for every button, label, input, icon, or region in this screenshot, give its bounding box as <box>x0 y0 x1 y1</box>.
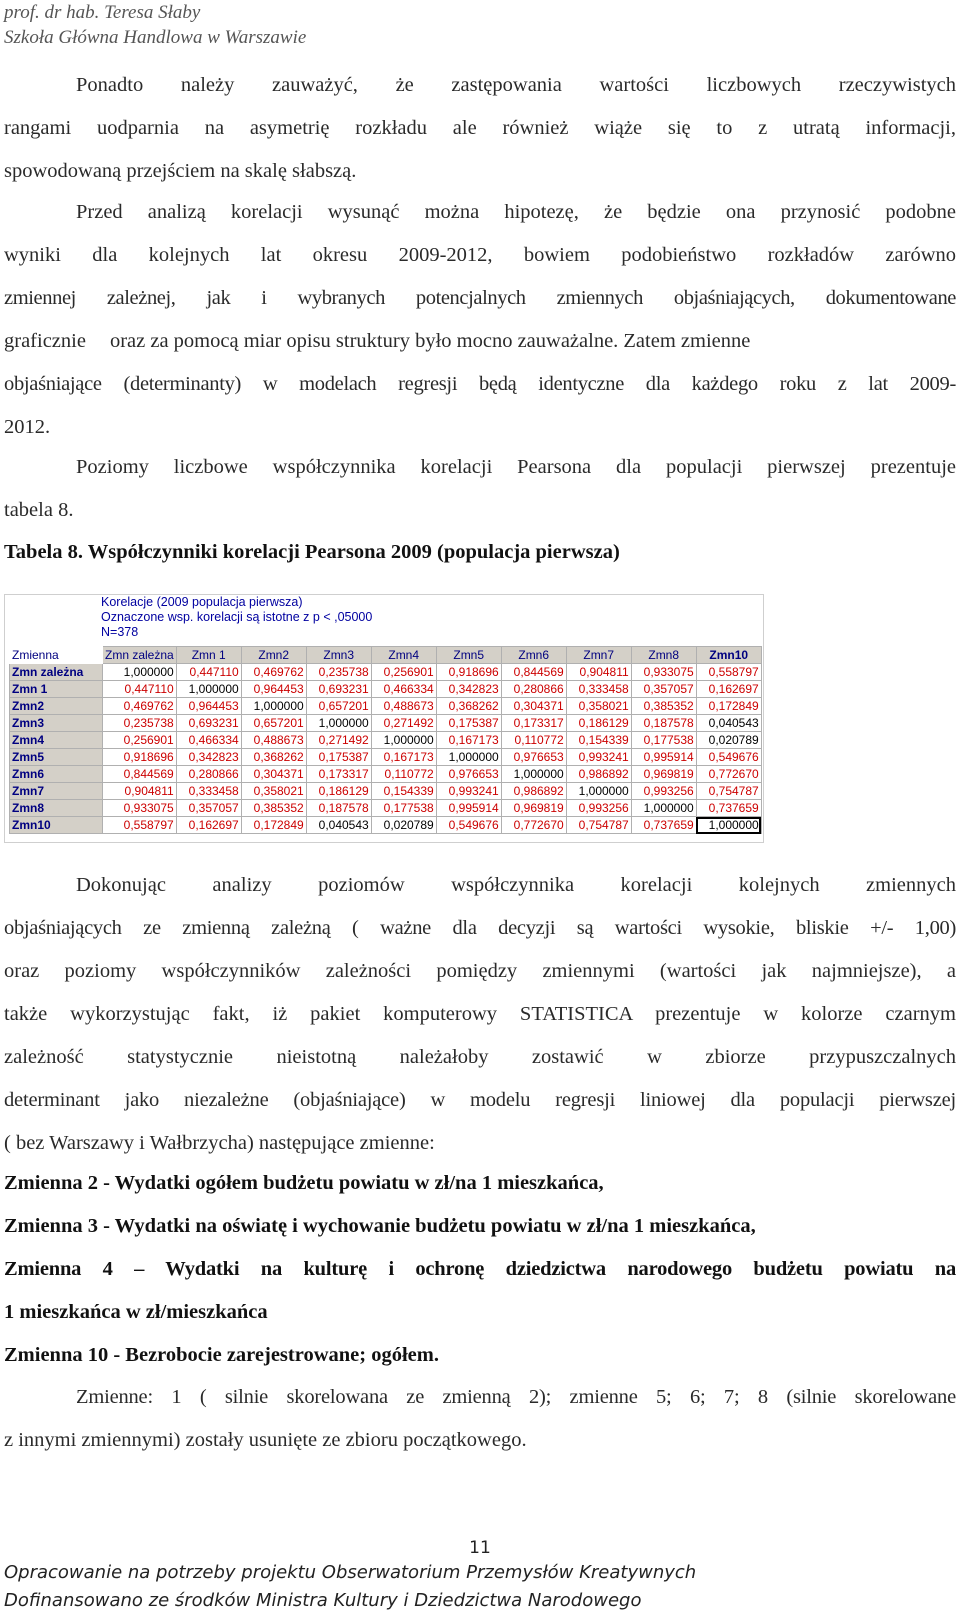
correlation-cell[interactable]: 0,993256 <box>566 800 631 817</box>
correlation-cell[interactable]: 1,000000 <box>176 681 241 698</box>
correlation-cell[interactable]: 0,040543 <box>306 817 371 834</box>
column-header[interactable]: Zmn6 <box>501 647 566 664</box>
correlation-cell[interactable]: 0,385352 <box>241 800 306 817</box>
column-header[interactable]: Zmn4 <box>371 647 436 664</box>
variable-4-line-2: 1 mieszkańca w zł/mieszkańca <box>4 1301 268 1323</box>
page-number: 11 <box>469 1538 491 1558</box>
paragraph-1-line-2: rangami uodparnia na asymetrię rozkładu ale również wiąże się to z utratą informacji, <box>4 117 956 139</box>
row-header[interactable]: Zmn7 <box>10 783 103 800</box>
table-row <box>10 783 762 800</box>
correlation-cell[interactable]: 0,304371 <box>501 698 566 715</box>
correlation-cell[interactable]: 0,976653 <box>501 749 566 766</box>
correlation-cell[interactable]: 0,995914 <box>436 800 501 817</box>
correlation-cell[interactable]: 0,754787 <box>566 817 631 834</box>
correlation-cell[interactable]: 0,488673 <box>241 732 306 749</box>
correlation-cell[interactable]: 0,304371 <box>241 766 306 783</box>
paragraph-2-line-4-end: oraz za pomocą miar opisu struktury było mocno zauważalne. Zatem zmienne <box>109 330 751 352</box>
paragraph-5 <box>4 1376 956 1462</box>
correlation-cell[interactable]: 0,488673 <box>371 698 436 715</box>
correlation-cell[interactable]: 1,000000 <box>371 732 436 749</box>
correlation-cell[interactable]: 0,693231 <box>176 715 241 732</box>
footer-line-2: Dofinansowano ze środków Ministra Kultury i Dziedzictwa Narodowego <box>4 1590 642 1611</box>
paragraph-3-line-2: tabela 8. <box>4 499 74 521</box>
paragraph-3-line-1: Poziomy liczbowe współczynnika korelacji Pearsona dla populacji pierwszej prezentuje <box>76 456 956 478</box>
row-header[interactable]: Zmn3 <box>10 715 103 732</box>
correlation-cell[interactable]: 0,986892 <box>566 766 631 783</box>
correlation-cell[interactable]: 1,000000 <box>631 800 696 817</box>
correlation-cell[interactable]: 0,187578 <box>306 800 371 817</box>
table-row <box>10 817 762 834</box>
correlation-cell[interactable]: 0,358021 <box>241 783 306 800</box>
correlation-cell[interactable]: 0,986892 <box>501 783 566 800</box>
paragraph-2 <box>4 191 956 449</box>
variable-3: Zmienna 3 - Wydatki na oświatę i wychowanie budżetu powiatu w zł/na 1 mieszkańca, <box>4 1215 756 1237</box>
correlation-cell[interactable]: 0,466334 <box>176 732 241 749</box>
grid-corner-label: Zmienna <box>10 647 103 664</box>
correlation-table-screenshot <box>4 594 764 843</box>
footer-line-1: Opracowanie na potrzeby projektu Obserwatorium Przemysłów Kreatywnych <box>4 1562 697 1583</box>
correlation-cell[interactable]: 0,844569 <box>103 766 177 783</box>
correlation-cell[interactable]: 1,000000 <box>436 749 501 766</box>
row-header[interactable]: Zmn zależna <box>10 664 103 681</box>
correlation-cell[interactable]: 0,772670 <box>501 817 566 834</box>
correlation-cell[interactable]: 1,000000 <box>103 664 177 681</box>
correlation-cell[interactable]: 0,175387 <box>436 715 501 732</box>
correlation-cell[interactable]: 0,162697 <box>696 681 761 698</box>
variable-10: Zmienna 10 - Bezrobocie zarejestrowane; ogółem. <box>4 1344 439 1366</box>
row-header[interactable]: Zmn5 <box>10 749 103 766</box>
author-name: prof. dr hab. Teresa Słaby <box>4 2 201 23</box>
paragraph-4-line-7: ( bez Warszawy i Wałbrzycha) następujące zmienne: <box>4 1132 435 1154</box>
correlation-cell[interactable]: 0,358021 <box>566 698 631 715</box>
correlation-cell[interactable]: 0,993241 <box>566 749 631 766</box>
correlation-cell[interactable]: 1,000000 <box>566 783 631 800</box>
table-caption-n: N=378 <box>101 625 139 639</box>
correlation-cell[interactable]: 0,558797 <box>103 817 177 834</box>
row-header[interactable]: Zmn 1 <box>10 681 103 698</box>
paragraph-4-line-6: determinant jako niezależne (objaśniające) w modelu regresji liniowej dla populacji pierwszej <box>4 1089 956 1111</box>
paragraph-1 <box>4 64 956 193</box>
correlation-cell[interactable]: 0,737659 <box>631 817 696 834</box>
correlation-cell[interactable]: 1,000000 <box>696 817 761 834</box>
correlation-cell[interactable]: 0,368262 <box>436 698 501 715</box>
table-caption <box>101 595 763 640</box>
column-header[interactable]: Zmn zależna <box>103 647 177 664</box>
correlation-cell[interactable]: 0,280866 <box>501 681 566 698</box>
correlation-cell[interactable]: 0,187578 <box>631 715 696 732</box>
correlation-cell[interactable]: 0,154339 <box>371 783 436 800</box>
correlation-cell[interactable]: 0,167173 <box>436 732 501 749</box>
table-row <box>10 681 762 698</box>
correlation-cell[interactable]: 0,469762 <box>103 698 177 715</box>
correlation-cell[interactable]: 0,235738 <box>103 715 177 732</box>
correlation-cell[interactable]: 0,175387 <box>306 749 371 766</box>
column-header[interactable]: Zmn7 <box>566 647 631 664</box>
correlation-cell[interactable]: 0,020789 <box>371 817 436 834</box>
paragraph-2-line-2: wyniki dla kolejnych lat okresu 2009-2012, bowiem podobieństwo rozkładów zarówno <box>4 244 956 266</box>
correlation-cell[interactable]: 0,904811 <box>103 783 177 800</box>
correlation-cell[interactable]: 0,754787 <box>696 783 761 800</box>
variable-list <box>4 1162 956 1377</box>
correlation-cell[interactable]: 0,549676 <box>436 817 501 834</box>
paragraph-1-line-3: spowodowaną przejściem na skalę słabszą. <box>4 160 357 182</box>
correlation-cell[interactable]: 0,385352 <box>631 698 696 715</box>
table-title: Tabela 8. Współczynniki korelacji Pearsona 2009 (populacja pierwsza) <box>4 541 620 563</box>
correlation-cell[interactable]: 0,186129 <box>306 783 371 800</box>
author-institution: Szkoła Główna Handlowa w Warszawie <box>4 27 307 48</box>
paragraph-4-line-5: zależność statystycznie nieistotną należałoby zostawić w zbiorze przypuszczalnych <box>4 1046 956 1068</box>
correlation-cell[interactable]: 0,186129 <box>566 715 631 732</box>
correlation-cell[interactable]: 0,904811 <box>566 664 631 681</box>
correlation-cell[interactable]: 0,447110 <box>103 681 177 698</box>
table-row <box>10 732 762 749</box>
column-header[interactable]: Zmn2 <box>241 647 306 664</box>
correlation-cell[interactable]: 1,000000 <box>501 766 566 783</box>
column-header[interactable]: Zmn10 <box>696 647 761 664</box>
paragraph-2-line-1: Przed analizą korelacji wysunąć można hipotezę, że będzie ona przynosić podobne <box>76 201 956 223</box>
correlation-cell[interactable]: 0,333458 <box>566 681 631 698</box>
table-row <box>10 715 762 732</box>
correlation-cell[interactable]: 0,167173 <box>371 749 436 766</box>
correlation-cell[interactable]: 0,964453 <box>176 698 241 715</box>
correlation-cell[interactable]: 0,466334 <box>371 681 436 698</box>
correlation-cell[interactable]: 0,447110 <box>176 664 241 681</box>
correlation-cell[interactable]: 0,918696 <box>103 749 177 766</box>
grid-header-row <box>10 647 762 664</box>
column-header[interactable]: Zmn8 <box>631 647 696 664</box>
correlation-cell[interactable]: 0,177538 <box>371 800 436 817</box>
row-header[interactable]: Zmn4 <box>10 732 103 749</box>
correlation-cell[interactable]: 0,040543 <box>696 715 761 732</box>
paragraph-2-line-4-start: graficznie <box>4 330 86 352</box>
variable-4-line-1: Zmienna 4 – Wydatki na kulturę i ochronę dziedzictwa narodowego budżetu powiatu na <box>4 1258 956 1280</box>
correlation-cell[interactable]: 0,993241 <box>436 783 501 800</box>
paragraph-3 <box>4 446 956 532</box>
correlation-cell[interactable]: 0,772670 <box>696 766 761 783</box>
column-header[interactable]: Zmn5 <box>436 647 501 664</box>
correlation-cell[interactable]: 0,657201 <box>306 698 371 715</box>
row-header[interactable]: Zmn6 <box>10 766 103 783</box>
column-header[interactable]: Zmn3 <box>306 647 371 664</box>
correlation-cell[interactable]: 0,256901 <box>371 664 436 681</box>
paragraph-5-line-2: z innymi zmiennymi) zostały usunięte ze zbioru początkowego. <box>4 1429 527 1451</box>
paragraph-1-line-1: Ponadto należy zauważyć, że zastępowania wartości liczbowych rzeczywistych <box>76 74 956 96</box>
correlation-cell[interactable]: 0,173317 <box>501 715 566 732</box>
correlation-cell[interactable]: 0,280866 <box>176 766 241 783</box>
correlation-cell[interactable]: 0,235738 <box>306 664 371 681</box>
table-row <box>10 698 762 715</box>
correlation-cell[interactable]: 0,976653 <box>436 766 501 783</box>
correlation-cell[interactable]: 0,110772 <box>501 732 566 749</box>
correlation-cell[interactable]: 0,177538 <box>631 732 696 749</box>
correlation-cell[interactable]: 0,271492 <box>371 715 436 732</box>
correlation-cell[interactable]: 0,933075 <box>631 664 696 681</box>
correlation-cell[interactable]: 0,844569 <box>501 664 566 681</box>
correlation-cell[interactable]: 0,657201 <box>241 715 306 732</box>
correlation-cell[interactable]: 0,110772 <box>371 766 436 783</box>
correlation-cell[interactable]: 0,993256 <box>631 783 696 800</box>
table-row <box>10 766 762 783</box>
correlation-cell[interactable]: 0,693231 <box>306 681 371 698</box>
paragraph-2-line-4 <box>4 320 956 363</box>
document-header <box>4 0 306 50</box>
paragraph-2-line-5: objaśniające (determinanty) w modelach regresji będą identyczne dla każdego roku z lat 2009- <box>4 373 956 395</box>
correlation-cell[interactable]: 1,000000 <box>241 698 306 715</box>
paragraph-4 <box>4 864 956 1165</box>
paragraph-4-line-1: Dokonując analizy poziomów współczynnika korelacji kolejnych zmiennych <box>76 874 956 896</box>
table-row <box>10 800 762 817</box>
correlation-cell[interactable]: 0,357057 <box>176 800 241 817</box>
paragraph-4-line-3: oraz poziomy współczynników zależności pomiędzy zmiennymi (wartości jak najmniejsze), a <box>4 960 956 982</box>
paragraph-2-line-6: 2012. <box>4 416 51 438</box>
correlation-cell[interactable]: 0,995914 <box>631 749 696 766</box>
correlation-cell[interactable]: 0,357057 <box>631 681 696 698</box>
correlation-cell[interactable]: 0,172849 <box>241 817 306 834</box>
variable-2: Zmienna 2 - Wydatki ogółem budżetu powiatu w zł/na 1 mieszkańca, <box>4 1172 604 1194</box>
table-row <box>10 664 762 681</box>
row-header[interactable]: Zmn2 <box>10 698 103 715</box>
correlation-cell[interactable]: 0,154339 <box>566 732 631 749</box>
correlation-cell[interactable]: 0,469762 <box>241 664 306 681</box>
correlation-cell[interactable]: 1,000000 <box>306 715 371 732</box>
correlation-cell[interactable]: 0,162697 <box>176 817 241 834</box>
table-row <box>10 749 762 766</box>
correlation-cell[interactable]: 0,933075 <box>103 800 177 817</box>
column-header[interactable]: Zmn 1 <box>176 647 241 664</box>
correlation-cell[interactable]: 0,333458 <box>176 783 241 800</box>
correlation-cell[interactable]: 0,342823 <box>176 749 241 766</box>
correlation-cell[interactable]: 0,969819 <box>501 800 566 817</box>
paragraph-2-line-3: zmiennej zależnej, jak i wybranych potencjalnych zmiennych objaśniających, dokumentowane <box>4 287 956 309</box>
correlation-cell[interactable]: 0,969819 <box>631 766 696 783</box>
correlation-cell[interactable]: 0,549676 <box>696 749 761 766</box>
correlation-grid <box>9 646 762 834</box>
table-caption-significance: Oznaczone wsp. korelacji są istotne z p < ,05000 <box>101 610 373 624</box>
correlation-cell[interactable]: 0,271492 <box>306 732 371 749</box>
correlation-cell[interactable]: 0,737659 <box>696 800 761 817</box>
correlation-cell[interactable]: 0,964453 <box>241 681 306 698</box>
paragraph-5-line-1: Zmienne: 1 ( silnie skorelowana ze zmienną 2); zmienne 5; 6; 7; 8 (silnie skorelowane <box>76 1386 956 1408</box>
correlation-cell[interactable]: 0,368262 <box>241 749 306 766</box>
paragraph-4-line-4: także wykorzystując fakt, iż pakiet komputerowy STATISTICA prezentuje w kolorze czarnym <box>4 1003 956 1025</box>
correlation-cell[interactable]: 0,020789 <box>696 732 761 749</box>
correlation-cell[interactable]: 0,256901 <box>103 732 177 749</box>
correlation-cell[interactable]: 0,918696 <box>436 664 501 681</box>
row-header[interactable]: Zmn10 <box>10 817 103 834</box>
correlation-cell[interactable]: 0,173317 <box>306 766 371 783</box>
correlation-cell[interactable]: 0,172849 <box>696 698 761 715</box>
correlation-cell[interactable]: 0,342823 <box>436 681 501 698</box>
row-header[interactable]: Zmn8 <box>10 800 103 817</box>
paragraph-4-line-2: objaśniających ze zmienną zależną ( ważne dla decyzji są wartości wysokie, bliskie +/- 1,00) <box>4 917 956 939</box>
correlation-cell[interactable]: 0,558797 <box>696 664 761 681</box>
table-caption-title: Korelacje (2009 populacja pierwsza) <box>101 595 303 609</box>
